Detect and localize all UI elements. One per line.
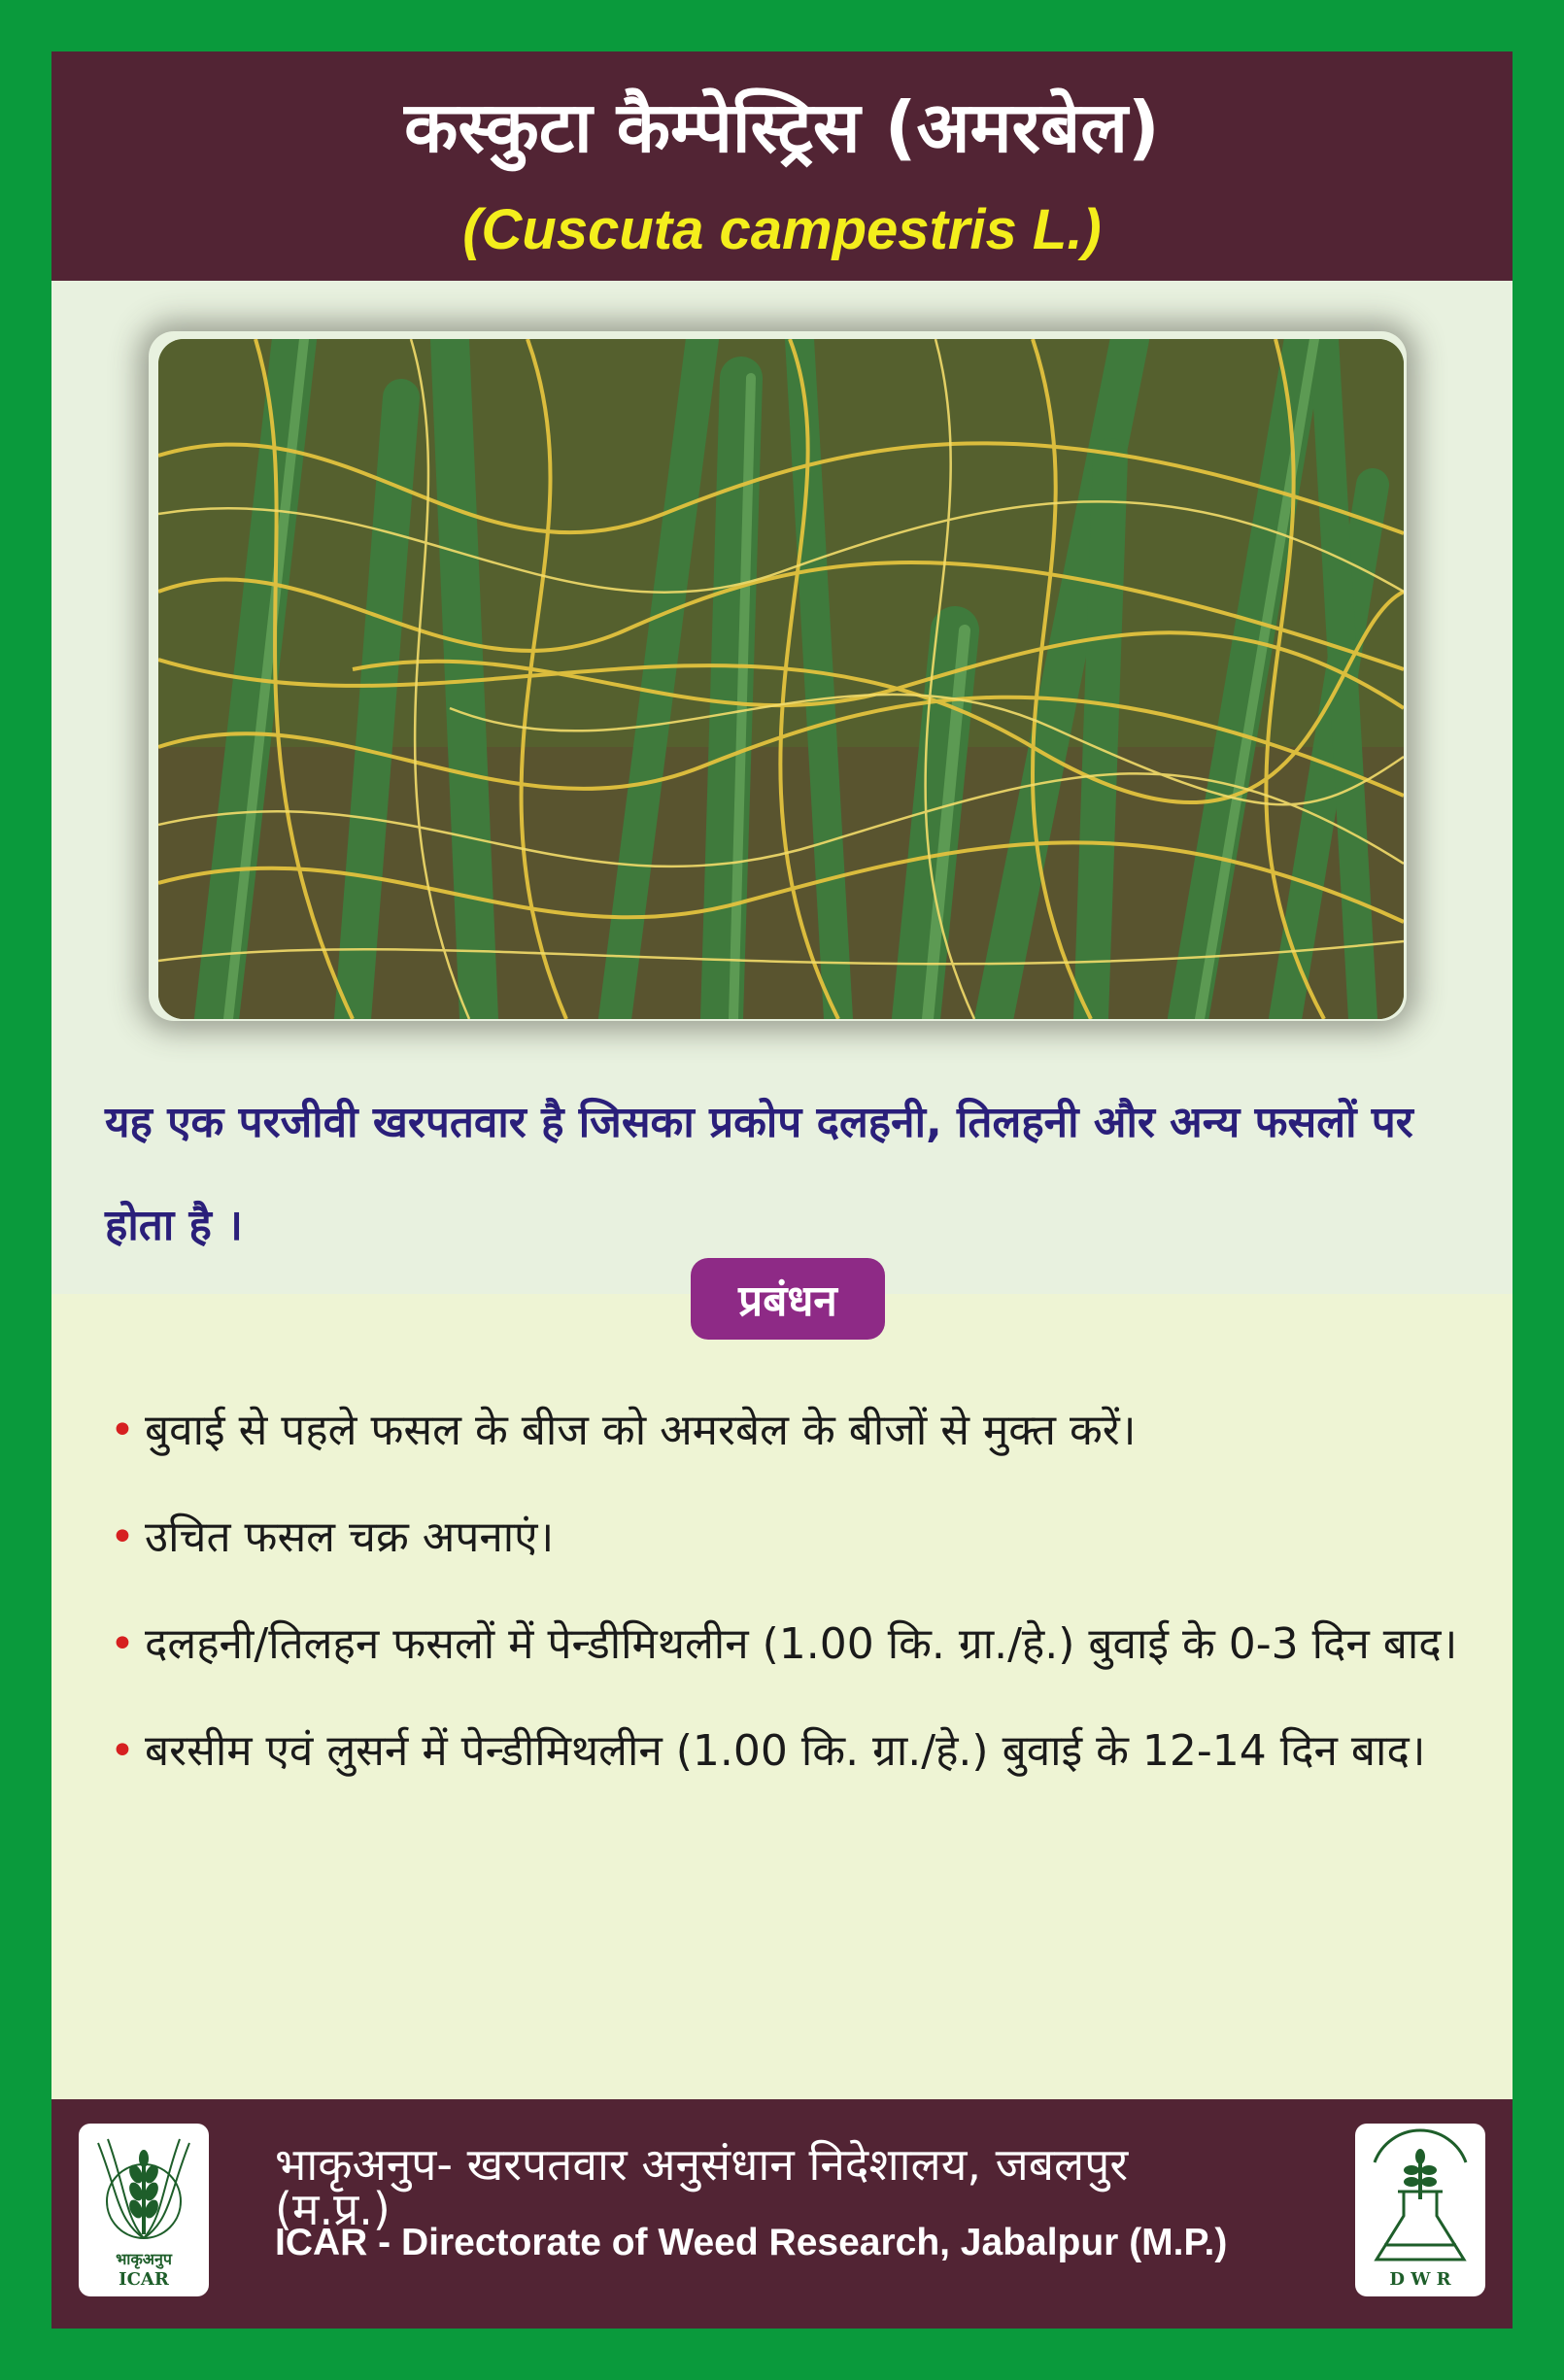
bullet-icon: •: [110, 1513, 135, 1562]
org-name-hindi: भाकृअनुप- खरपतवार अनुसंधान निदेशालय, जबलपुर (म.प्र.): [275, 2138, 1129, 2235]
icar-logo: [79, 2124, 209, 2296]
header-band: [51, 51, 1513, 281]
list-item-text: दलहनी/तिलहन फसलों में पेन्डीमिथलीन (1.00 कि. ग्रा./हे.) बुवाई के 0-3 दिन बाद।: [145, 1619, 1458, 1669]
weed-photo-illustration: [158, 339, 1404, 1019]
list-item: [110, 1698, 1489, 1805]
dwr-logo: [1355, 2124, 1485, 2296]
list-item-text: बुवाई से पहले फसल के बीज को अमरबेल के बीजों से मुक्त करें।: [145, 1406, 1137, 1455]
weed-description: यह एक परजीवी खरपतवार है जिसका प्रकोप दलहनी, तिलहनी और अन्य फसलों पर होता है ।: [105, 1098, 1413, 1250]
list-item-text: उचित फसल चक्र अपनाएं।: [145, 1513, 555, 1562]
list-item: [110, 1591, 1489, 1698]
bullet-icon: •: [110, 1619, 135, 1669]
bullet-icon: •: [110, 1406, 135, 1455]
list-item: [110, 1484, 1489, 1591]
title-scientific: (Cuscuta campestris L.): [462, 198, 1102, 261]
bullet-icon: •: [110, 1726, 135, 1776]
dwr-logo-text: D W R: [1389, 2269, 1451, 2290]
wheat-icon: [79, 2124, 209, 2250]
icar-logo-text: ICAR: [119, 2269, 169, 2290]
management-heading: प्रबंधन: [691, 1258, 885, 1340]
list-item-text: बरसीम एवं लुसर्न में पेन्डीमिथलीन (1.00 कि. ग्रा./हे.) बुवाई के 12-14 दिन बाद।: [145, 1726, 1426, 1776]
management-list: [110, 1377, 1489, 1805]
poster-frame: [51, 51, 1513, 2329]
org-name-english: ICAR - Directorate of Weed Research, Jabalpur (M.P.): [275, 2222, 1228, 2263]
flask-plant-icon: [1355, 2124, 1485, 2269]
weed-photo: [158, 339, 1404, 1019]
icar-logo-text-hindi: भाकृअनुप: [116, 2250, 172, 2268]
footer-band: [51, 2099, 1513, 2329]
list-item: [110, 1377, 1489, 1484]
title-hindi: कस्कुटा कैम्पेस्ट्रिस (अमरबेल): [404, 86, 1160, 168]
